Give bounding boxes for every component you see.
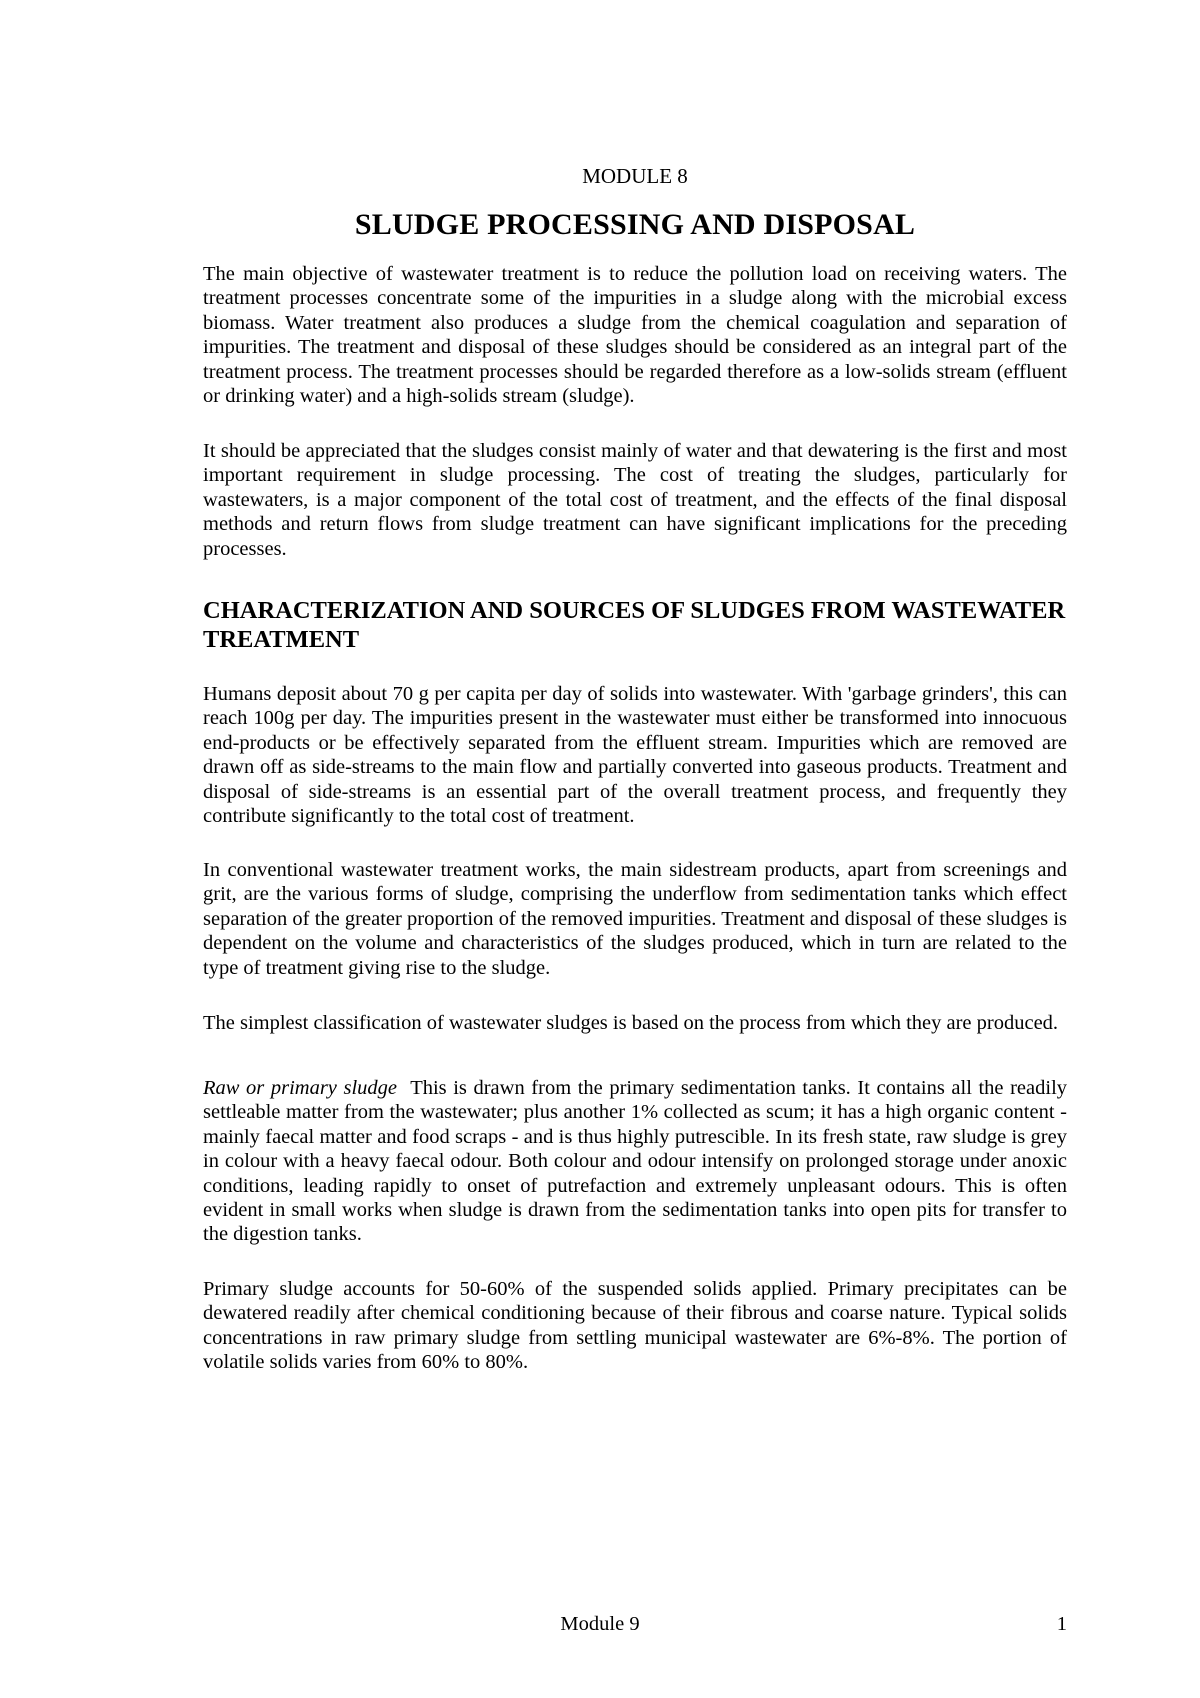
section-paragraph-2: In conventional wastewater treatment works, the main sidestream products, apart from screenings and grit, are the various forms of sludge, comprising the underflow from sedimentation tanks which effect separation of the greater proportion of the removed impurities. Treatment and disposal of these sludges is dependent on the volume and characteristics of the sludges produced, which in turn are related to the type of treatment giving rise to the sludge. <box>203 859 1067 979</box>
section-paragraph-1: Humans deposit about 70 g per capita per day of solids into wastewater. With 'garbage grinders', this can reach 100g per day. The impurities present in the wastewater must either be transformed into innocuous end-products or be effectively separated from the effluent stream. Impurities which are removed are drawn off as side-streams to the main flow and partially converted into gaseous products. Treatment and disposal of side-streams is an essential part of the overall treatment process, and frequently they contribute significantly to the total cost of treatment. <box>203 683 1067 828</box>
footer-page-number: 1 <box>1056 1613 1067 1635</box>
section-paragraph-3: The simplest classification of wastewater sludges is based on the process from which they are produced. <box>203 1012 1059 1034</box>
primary-sludge-term: Raw or primary sludge <box>203 1077 398 1099</box>
section-heading: CHARACTERIZATION AND SOURCES OF SLUDGES FROM WASTEWATER TREATMENT <box>203 597 1066 653</box>
intro-paragraph-2: It should be appreciated that the sludges consist mainly of water and that dewatering is the first and most important requirement in sludge processing. The cost of treating the sludges, particularly for wastewaters, is a major component of the total cost of treatment, and the effects of the final disposal methods and return flows from sludge treatment can have significant implications for the preceding processes. <box>203 440 1067 560</box>
section-paragraph-5: Primary sludge accounts for 50-60% of the suspended solids applied. Primary precipitates can be dewatered readily after chemical conditioning because of their fibrous and coarse nature. Typical solids concentrations in raw primary sludge from settling municipal wastewater are 6%-8%. The portion of volatile solids varies from 60% to 80%. <box>203 1278 1067 1374</box>
primary-sludge-paragraph <box>203 1076 1067 1247</box>
primary-sludge-text: This is drawn from the primary sedimentation tanks. It contains all the readily settleable matter from the wastewater; plus another 1% collected as scum; it has a high organic content - mainly faecal matter and food scraps - and is thus highly putrescible. In its fresh state, raw sludge is grey in colour with a heavy faecal odour. Both colour and odour intensify on prolonged storage under anoxic conditions, leading rapidly to onset of putrefaction and extremely unpleasant odours. This is often evident in small works when sludge is drawn from the sedimentation tanks into open pits for transfer to the digestion tanks. <box>203 1077 1068 1246</box>
page-title: SLUDGE PROCESSING AND DISPOSAL <box>354 208 916 241</box>
footer-module-label: Module 9 <box>560 1613 640 1635</box>
intro-paragraph-1: The main objective of wastewater treatment is to reduce the pollution load on receiving waters. The treatment processes concentrate some of the impurities in a sludge along with the microbial excess biomass. Water treatment also produces a sludge from the chemical coagulation and separation of impurities. The treatment and disposal of these sludges should be considered as an integral part of the treatment process. The treatment processes should be regarded therefore as a low-solids stream (effluent or drinking water) and a high-solids stream (sludge). <box>203 263 1067 408</box>
module-label: MODULE 8 <box>582 164 688 188</box>
